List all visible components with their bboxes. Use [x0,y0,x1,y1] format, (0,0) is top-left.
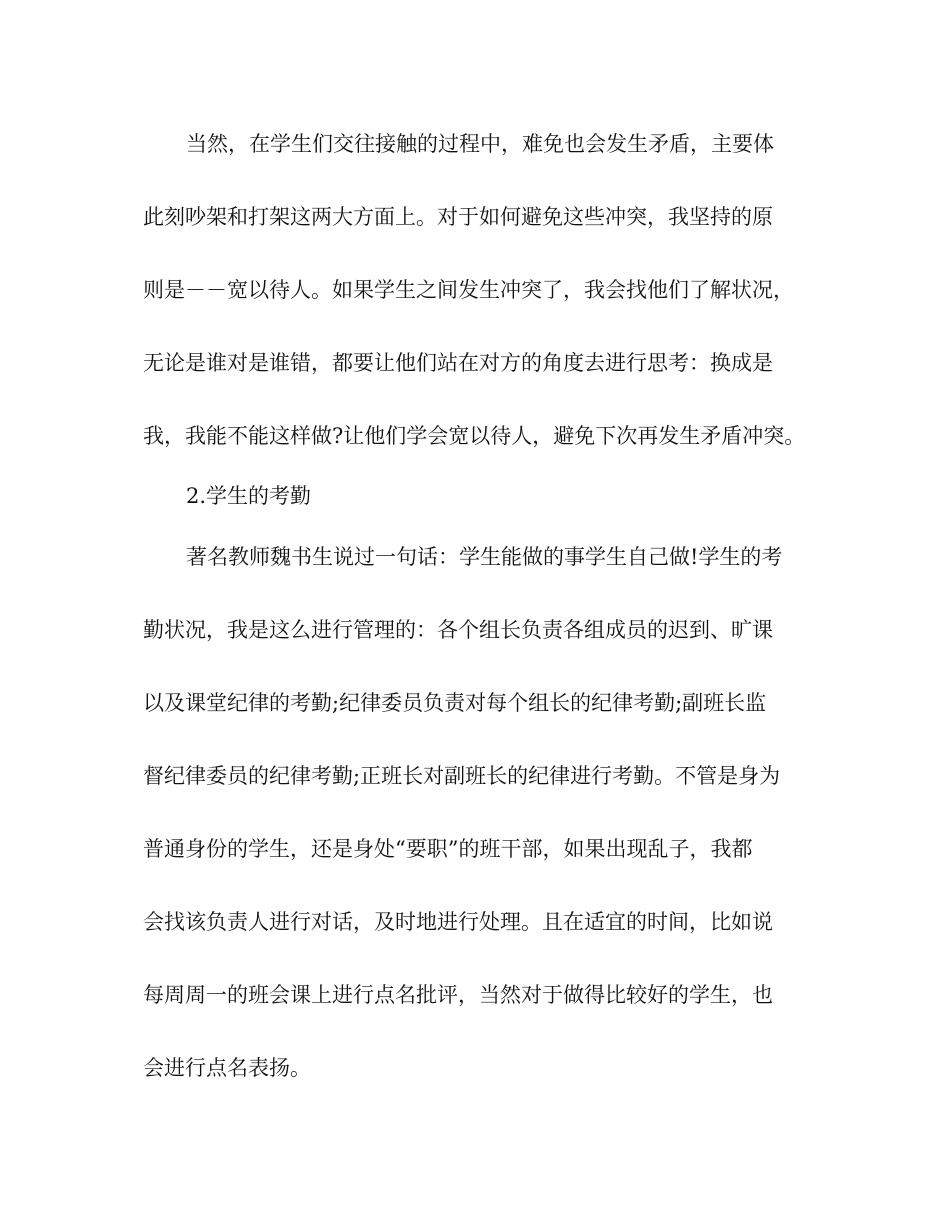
paragraph-line: 无论是谁对是谁错，都要让他们站在对方的角度去进行思考：换成是 [143,351,773,375]
paragraph-line: 普通身份的学生，还是身处“要职”的班干部，如果出现乱子，我都 [143,837,753,861]
paragraph-line: 此刻吵架和打架这两大方面上。对于如何避免这些冲突，我坚持的原 [143,205,773,229]
paragraph-line: 会进行点名表扬。 [143,1056,311,1080]
paragraph-line: 当然，在学生们交往接触的过程中，难免也会发生矛盾，主要体 [186,132,774,156]
paragraph-line: 则是－－宽以待人。如果学生之间发生冲突了，我会找他们了解状况， [143,278,794,302]
paragraph-line: 督纪律委员的纪律考勤;正班长对副班长的纪律进行考勤。不管是身为 [143,764,781,788]
section-heading: 2.学生的考勤 [186,484,312,508]
paragraph-line: 勤状况，我是这么进行管理的：各个组长负责各组成员的迟到、旷课 [143,618,773,642]
paragraph-line: 我，我能不能这样做?让他们学会宽以待人，避免下次再发生矛盾冲突。 [143,424,806,448]
paragraph-line: 会找该负责人进行对话，及时地进行处理。且在适宜的时间，比如说 [143,910,773,934]
paragraph-line: 每周周一的班会课上进行点名批评，当然对于做得比较好的学生，也 [143,983,773,1007]
paragraph-line: 著名教师魏书生说过一句话：学生能做的事学生自己做!学生的考 [186,545,783,569]
paragraph-line: 以及课堂纪律的考勤;纪律委员负责对每个组长的纪律考勤;副班长监 [143,691,767,715]
